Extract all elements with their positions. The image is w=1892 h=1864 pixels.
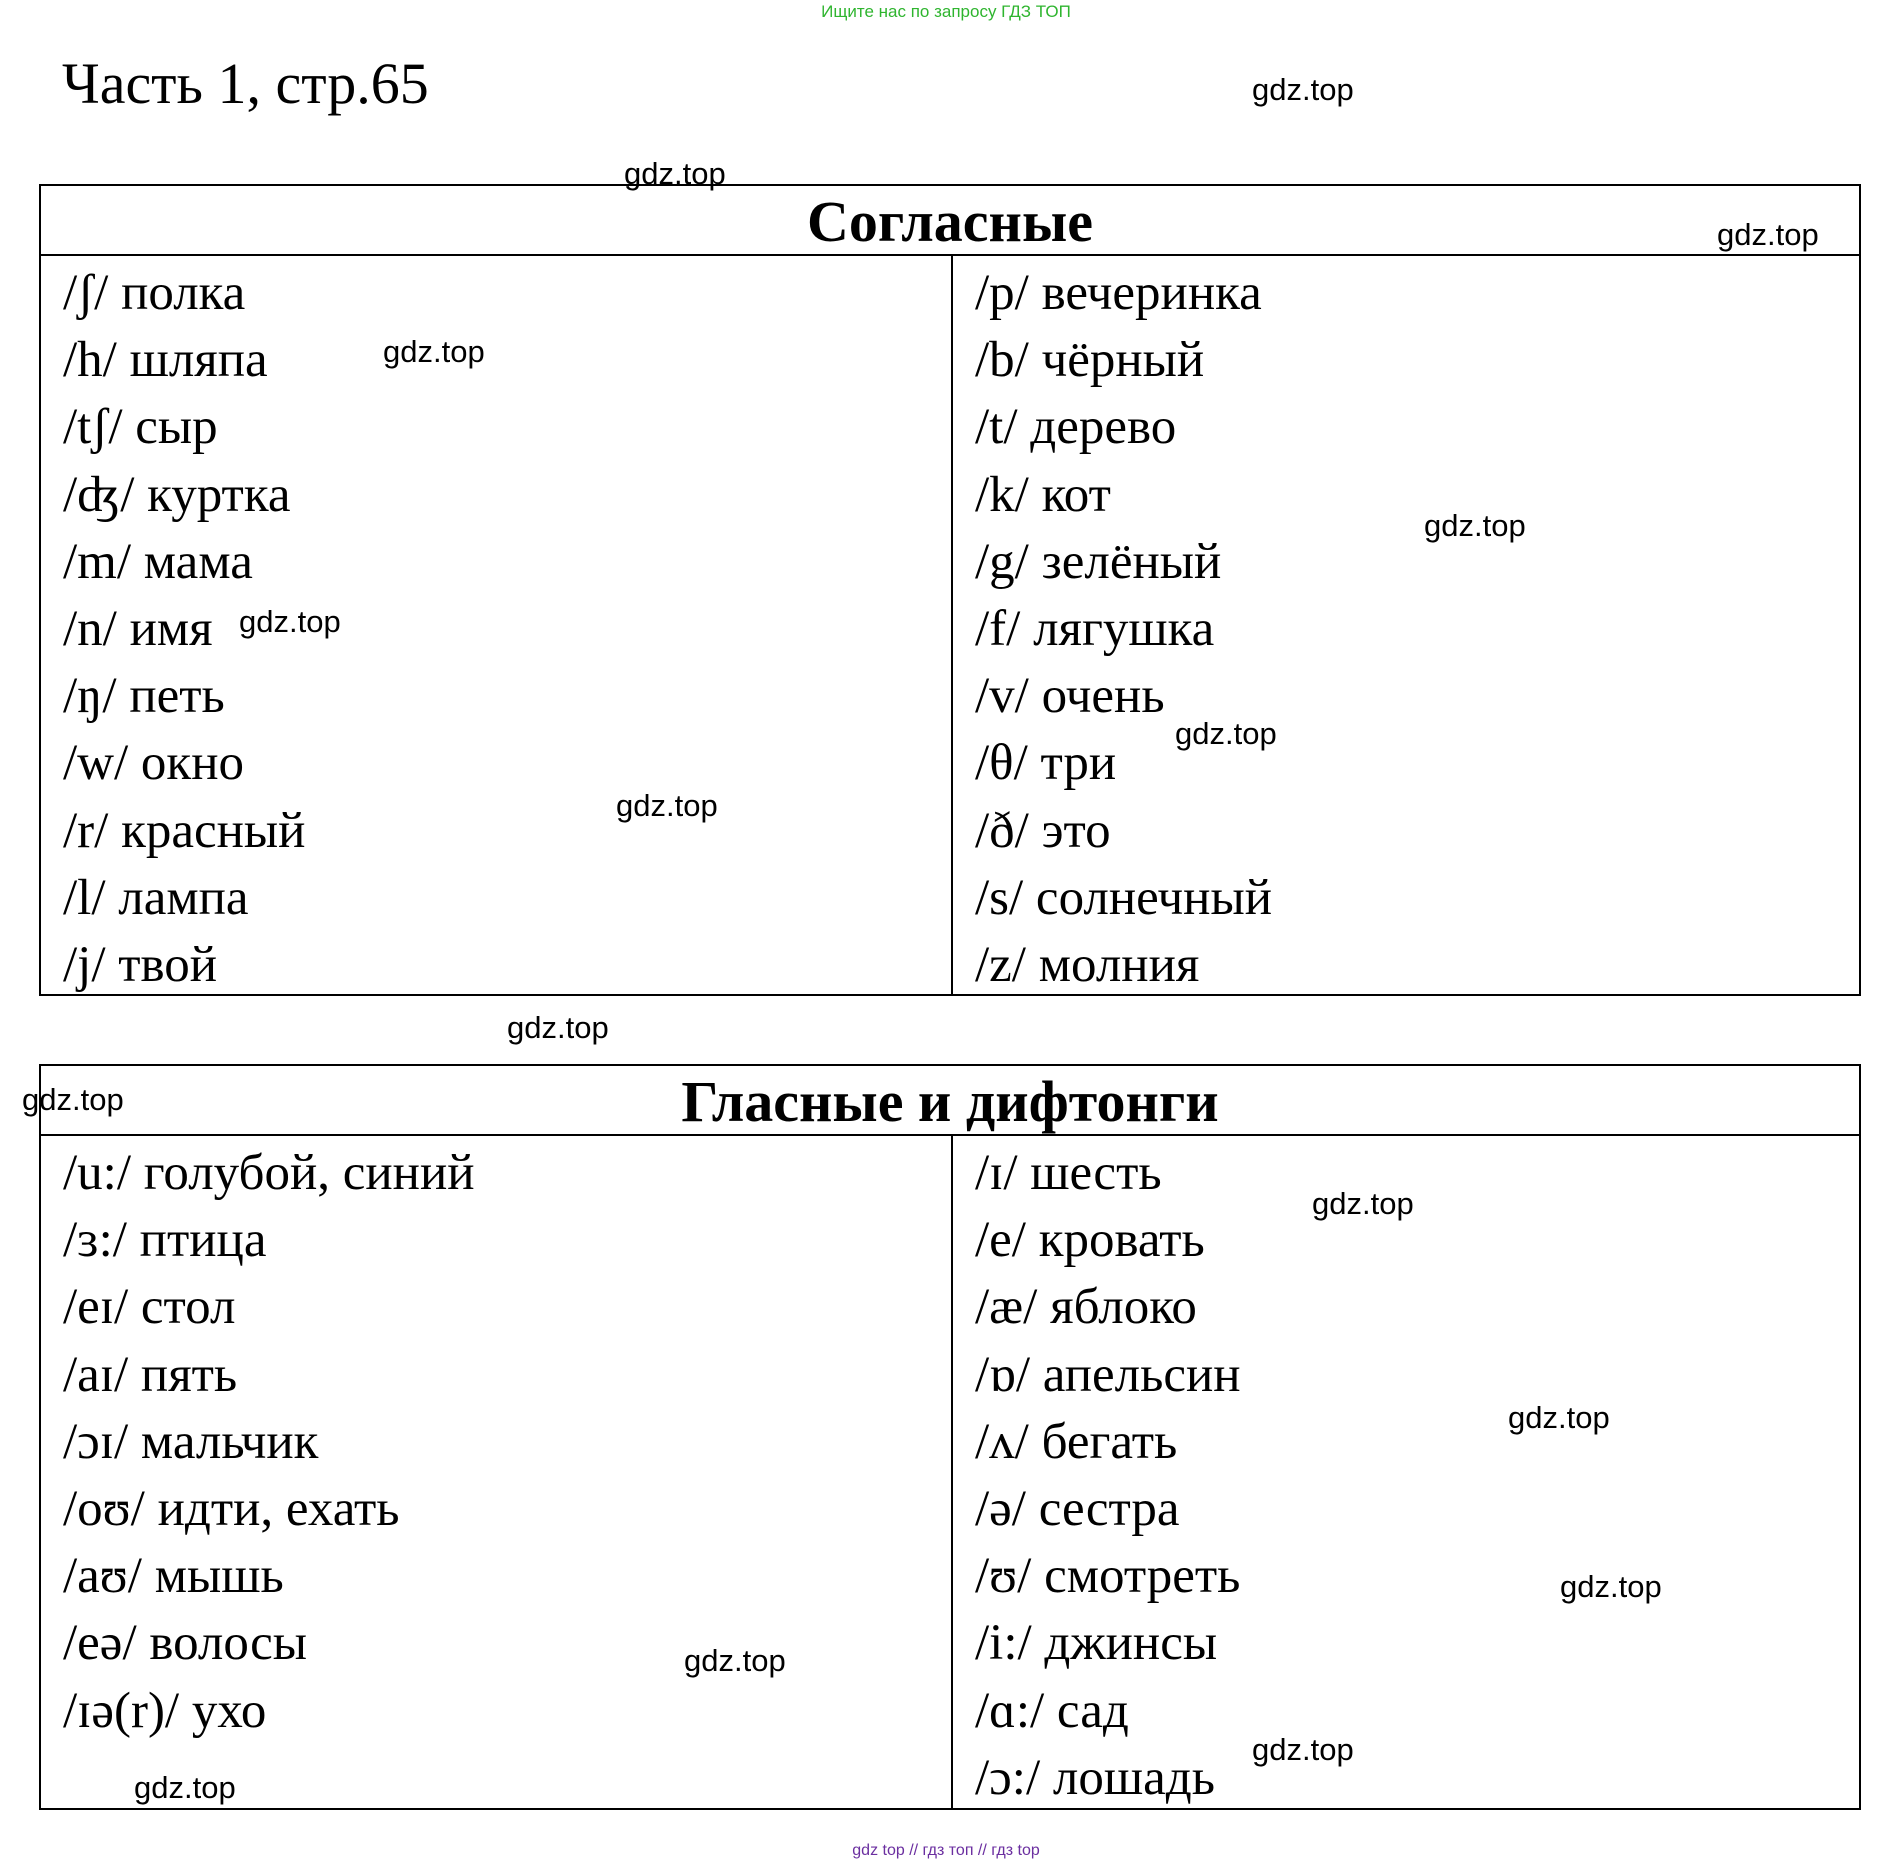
page-heading: Часть 1, стр.65 <box>62 51 429 116</box>
consonant-entry: /s/ солнечный <box>975 869 1273 926</box>
consonant-entry: /t/ дерево <box>975 399 1177 456</box>
consonant-entry: /z/ молния <box>975 936 1200 993</box>
watermark: gdz.top <box>22 1082 124 1117</box>
vowel-entry: /eɪ/ стол <box>63 1279 236 1336</box>
watermark: gdz.top <box>624 156 726 191</box>
vowel-entry: /ʊ/ смотреть <box>975 1548 1241 1605</box>
vowel-entry: /ɔɪ/ мальчик <box>63 1413 319 1470</box>
consonant-entry: /l/ лампа <box>63 869 249 926</box>
vowels-title: Гласные и дифтонги <box>41 1066 1859 1136</box>
consonant-entry: /m/ мама <box>63 533 253 590</box>
watermark: gdz.top <box>134 1770 236 1805</box>
consonant-entry: /v/ очень <box>975 668 1165 725</box>
vowel-entry: /ə/ сестра <box>975 1480 1180 1537</box>
top-banner: Ищите нас по запросу ГДЗ ТОП <box>821 2 1071 21</box>
watermark: gdz.top <box>1560 1569 1662 1604</box>
vowel-entry: /e/ кровать <box>975 1212 1205 1269</box>
bottom-banner: gdz top // гдз топ // гдз top <box>852 1842 1040 1859</box>
vowel-entry: /ɔ:/ лошадь <box>975 1749 1215 1806</box>
vowel-entry: /ɪə(r)/ ухо <box>63 1682 267 1739</box>
consonants-title: Согласные <box>41 186 1859 256</box>
watermark: gdz.top <box>1508 1400 1610 1435</box>
consonant-entry: /b/ чёрный <box>975 332 1205 389</box>
vowel-entry: /aʊ/ мышь <box>63 1548 284 1605</box>
vowels-table <box>39 1064 1861 1810</box>
consonants-table <box>39 184 1861 996</box>
vowel-entry: /ɑ:/ сад <box>975 1682 1129 1739</box>
watermark: gdz.top <box>507 1010 609 1045</box>
vowels-left-column <box>41 1136 953 1810</box>
consonant-entry: /ŋ/ петь <box>63 668 225 725</box>
consonant-entry: /j/ твой <box>63 936 218 993</box>
consonant-entry: /h/ шляпа <box>63 332 268 389</box>
consonant-entry: /w/ окно <box>63 735 244 792</box>
vowels-right-column <box>953 1136 1859 1810</box>
vowel-entry: /ʌ/ бегать <box>975 1413 1178 1470</box>
consonant-entry: /k/ кот <box>975 466 1111 523</box>
consonant-entry: /r/ красный <box>63 802 306 859</box>
vowel-entry: /ɪ/ шесть <box>975 1145 1162 1201</box>
vowel-entry: /oʊ/ идти, ехать <box>63 1480 400 1537</box>
consonant-entry: /ʤ/ куртка <box>63 466 291 523</box>
watermark: gdz.top <box>684 1643 786 1678</box>
consonant-entry: /p/ вечеринка <box>975 265 1262 321</box>
consonant-entry: /g/ зелёный <box>975 533 1222 590</box>
vowel-entry: /aɪ/ пять <box>63 1346 238 1403</box>
consonant-entry: /ð/ это <box>975 802 1111 859</box>
watermark: gdz.top <box>1424 508 1526 543</box>
consonants-right-column <box>953 256 1859 996</box>
watermark: gdz.top <box>1312 1186 1414 1221</box>
watermark: gdz.top <box>1252 72 1354 107</box>
consonant-entry: /θ/ три <box>975 735 1117 792</box>
watermark: gdz.top <box>1175 716 1277 751</box>
vowel-entry: /u:/ голубой, синий <box>63 1145 475 1201</box>
watermark: gdz.top <box>239 604 341 639</box>
vowel-entry: /i:/ джинсы <box>975 1615 1218 1672</box>
watermark: gdz.top <box>616 788 718 823</box>
vowel-entry: /eə/ волосы <box>63 1615 308 1672</box>
consonants-left-column <box>41 256 953 996</box>
watermark: gdz.top <box>383 334 485 369</box>
vowel-entry: /ɜ:/ птица <box>63 1212 267 1269</box>
watermark: gdz.top <box>1252 1732 1354 1767</box>
consonant-entry: /tʃ/ сыр <box>63 399 218 456</box>
vowel-entry: /æ/ яблоко <box>975 1279 1197 1336</box>
vowel-entry: /ɒ/ апельсин <box>975 1346 1241 1403</box>
consonant-entry: /n/ имя <box>63 600 213 657</box>
consonant-entry: /ʃ/ полка <box>63 265 246 321</box>
consonant-entry: /f/ лягушка <box>975 600 1215 657</box>
watermark: gdz.top <box>1717 217 1819 252</box>
